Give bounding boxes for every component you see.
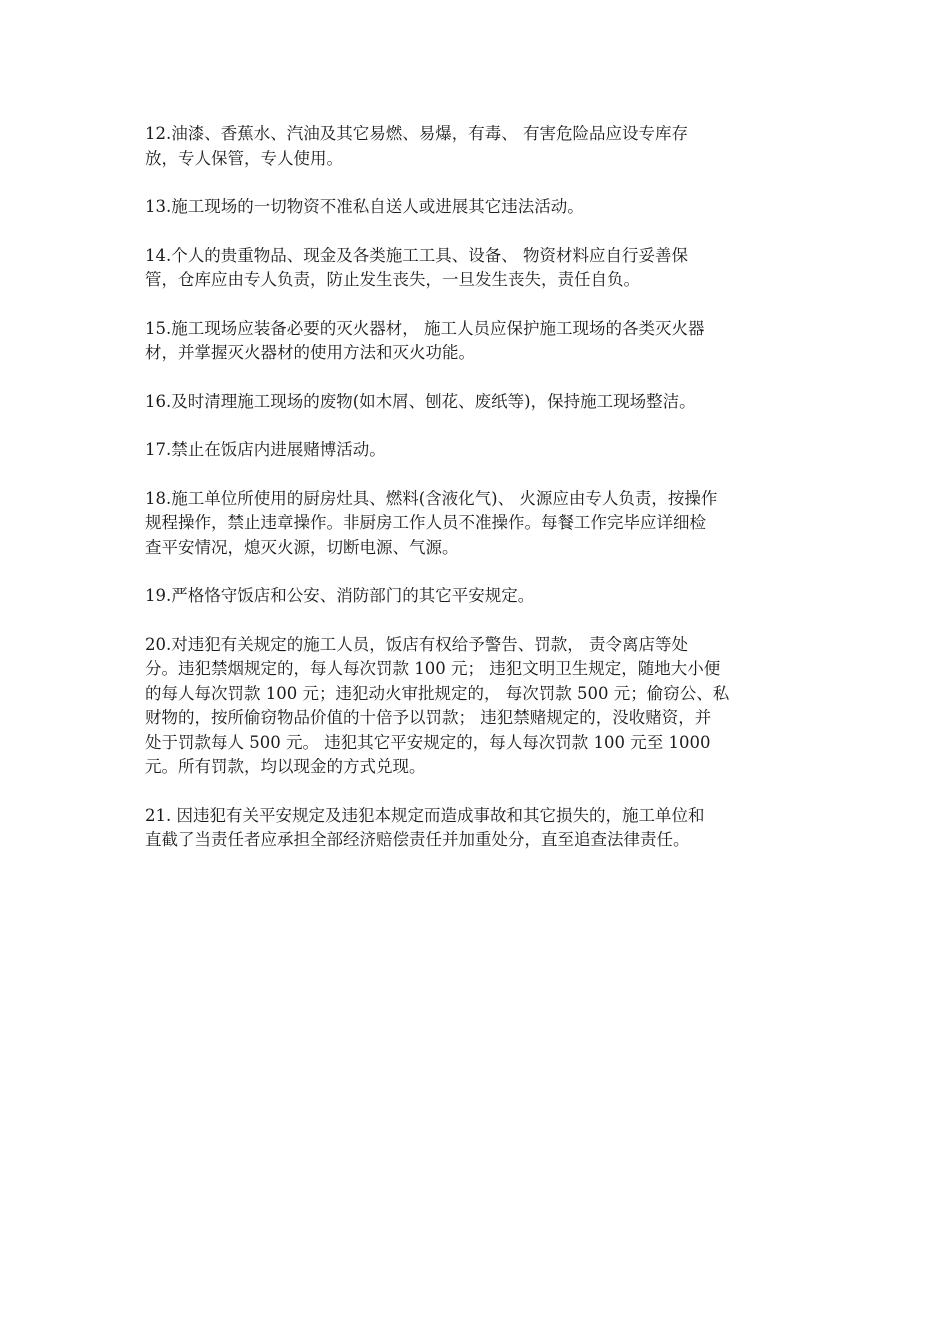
paragraph-line: 管，仓库应由专人负责，防止发生丧失，一旦发生丧失，责任自负。 bbox=[145, 270, 640, 289]
paragraph-line: 16.及时清理施工现场的废物(如木屑、刨花、废纸等)，保持施工现场整洁。 bbox=[145, 391, 696, 411]
paragraph-line: 18.施工单位所使用的厨房灶具、燃料(含液化气)、 火源应由专人负责，按操作 bbox=[145, 488, 718, 508]
paragraph-line: 20.对违犯有关规定的施工人员，饭店有权给予警告、罚款， 责令离店等处 bbox=[145, 634, 688, 654]
paragraph-line: 19.严格恪守饭店和公安、消防部门的其它平安规定。 bbox=[145, 586, 535, 605]
paragraph-line: 直截了当责任者应承担全部经济赔偿责任并加重处分，直至追查法律责任。 bbox=[145, 830, 690, 849]
paragraph-line: 12.油漆、香蕉水、汽油及其它易燃、易爆，有毒、 有害危险品应设专库存 bbox=[145, 124, 688, 143]
paragraph-line: 元。所有罚款，均以现金的方式兑现。 bbox=[145, 757, 426, 776]
paragraph-line: 21. 因违犯有关平安规定及违犯本规定而造成事故和其它损失的，施工单位和 bbox=[145, 805, 705, 825]
paragraph-line: 17.禁止在饭店内进展赌博活动。 bbox=[145, 440, 386, 459]
paragraph-line: 规程操作，禁止违章操作。非厨房工作人员不准操作。每餐工作完毕应详细检 bbox=[145, 513, 706, 532]
rule-paragraph-17 bbox=[145, 438, 810, 463]
rule-paragraph-14 bbox=[145, 244, 810, 293]
rule-paragraph-19 bbox=[145, 584, 810, 609]
paragraph-line: 处于罚款每人 500 元。 违犯其它平安规定的，每人每次罚款 100 元至 1000 bbox=[145, 732, 711, 752]
paragraph-line: 放，专人保管，专人使用。 bbox=[145, 148, 343, 168]
rule-paragraph-20 bbox=[145, 633, 810, 780]
rule-paragraph-16 bbox=[145, 390, 810, 415]
paragraph-line: 13.施工现场的一切物资不准私自送人或进展其它违法活动。 bbox=[145, 197, 584, 216]
document-body bbox=[145, 122, 810, 877]
rule-paragraph-18 bbox=[145, 487, 810, 561]
paragraph-line: 15.施工现场应装备必要的灭火器材， 施工人员应保护施工现场的各类灭火器 bbox=[145, 318, 705, 338]
rule-paragraph-15 bbox=[145, 317, 810, 366]
paragraph-line: 查平安情况，熄灭火源，切断电源、气源。 bbox=[145, 537, 459, 557]
paragraph-line: 财物的，按所偷窃物品价值的十倍予以罚款； 违犯禁赌规定的，没收赌资，并 bbox=[145, 708, 712, 727]
paragraph-line: 的每人每次罚款 100 元；违犯动火审批规定的， 每次罚款 500 元；偷窃公、私 bbox=[145, 683, 730, 703]
rule-paragraph-13 bbox=[145, 195, 810, 220]
paragraph-line: 材，并掌握灭火器材的使用方法和灭火功能。 bbox=[145, 343, 475, 362]
paragraph-line: 分。违犯禁烟规定的，每人每次罚款 100 元； 违犯文明卫生规定，随地大小便 bbox=[145, 659, 721, 678]
rule-paragraph-12 bbox=[145, 122, 810, 171]
paragraph-line: 14.个人的贵重物品、现金及各类施工工具、设备、 物资材料应自行妥善保 bbox=[145, 245, 688, 265]
rule-paragraph-21 bbox=[145, 804, 810, 853]
